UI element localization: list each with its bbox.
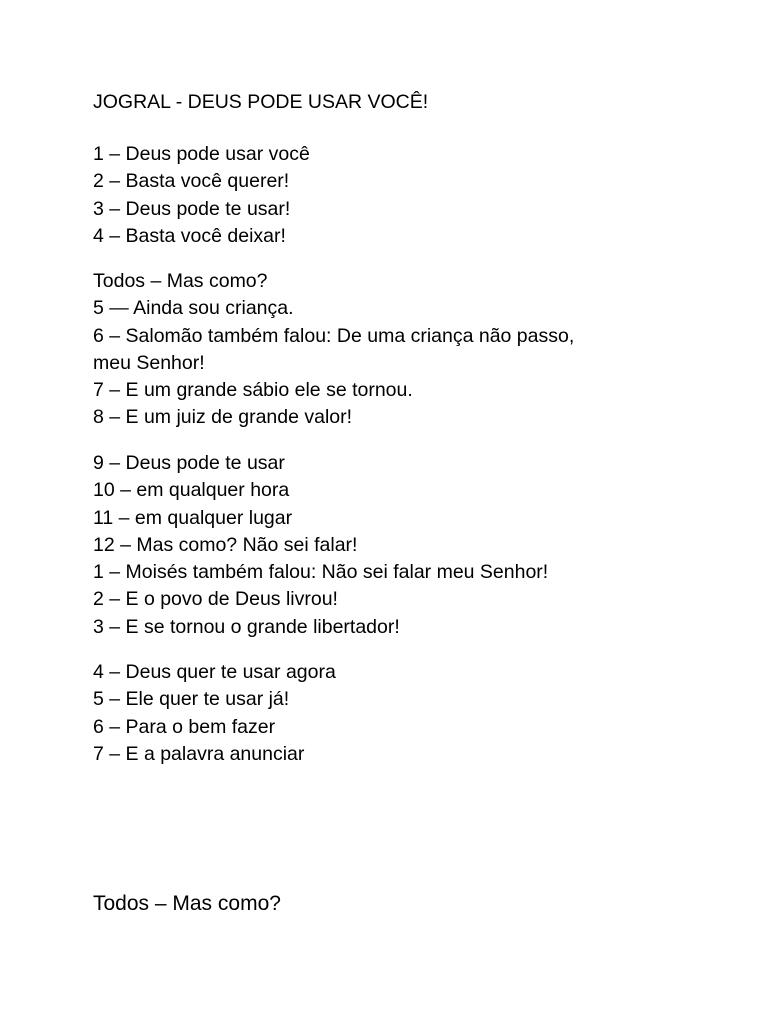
verse-line: 4 – Deus quer te usar agora (93, 661, 336, 683)
verse-line: 11 – em qualquer lugar (93, 506, 293, 529)
closing-line: Todos – Mas como? (93, 892, 281, 915)
verse-line: 4 – Basta você deixar! (93, 224, 286, 247)
verse-line: 3 – E se tornou o grande libertador! (93, 615, 400, 638)
verse-line: meu Senhor! (93, 351, 205, 374)
stanza-2 (93, 268, 693, 432)
verse-line: 8 – E um juiz de grande valor! (93, 406, 353, 429)
verse-line: 5 — Ainda sou criança. (93, 297, 294, 320)
stanza-3 (93, 450, 693, 641)
verse-line: 5 – Ele quer te usar já! (93, 688, 290, 711)
verse-line: 2 – Basta você querer! (93, 170, 290, 193)
verse-line: 1 – Moisés também falou: Não sei falar meu Senhor! (93, 561, 549, 584)
verse-line: 12 – Mas como? Não sei falar! (93, 533, 358, 556)
verse-line: 7 – E um grande sábio ele se tornou. (93, 379, 413, 402)
verse-line: 6 – Para o bem fazer (93, 715, 276, 738)
verse-line: 1 – Deus pode usar você (93, 143, 310, 165)
stanza-4 (93, 659, 693, 768)
verse-line: 6 – Salomão também falou: De uma criança não passo, (93, 324, 575, 347)
stanza-1 (93, 141, 693, 250)
verse-line: 7 – E a palavra anunciar (93, 742, 305, 765)
document-title: JOGRAL - DEUS PODE USAR VOCÊ! (93, 91, 429, 113)
verse-line: 9 – Deus pode te usar (93, 452, 285, 474)
verse-line: 3 – Deus pode te usar! (93, 197, 291, 220)
verse-line: 10 – em qualquer hora (93, 479, 290, 502)
verse-line: Todos – Mas como? (93, 270, 268, 292)
verse-line: 2 – E o povo de Deus livrou! (93, 588, 338, 611)
